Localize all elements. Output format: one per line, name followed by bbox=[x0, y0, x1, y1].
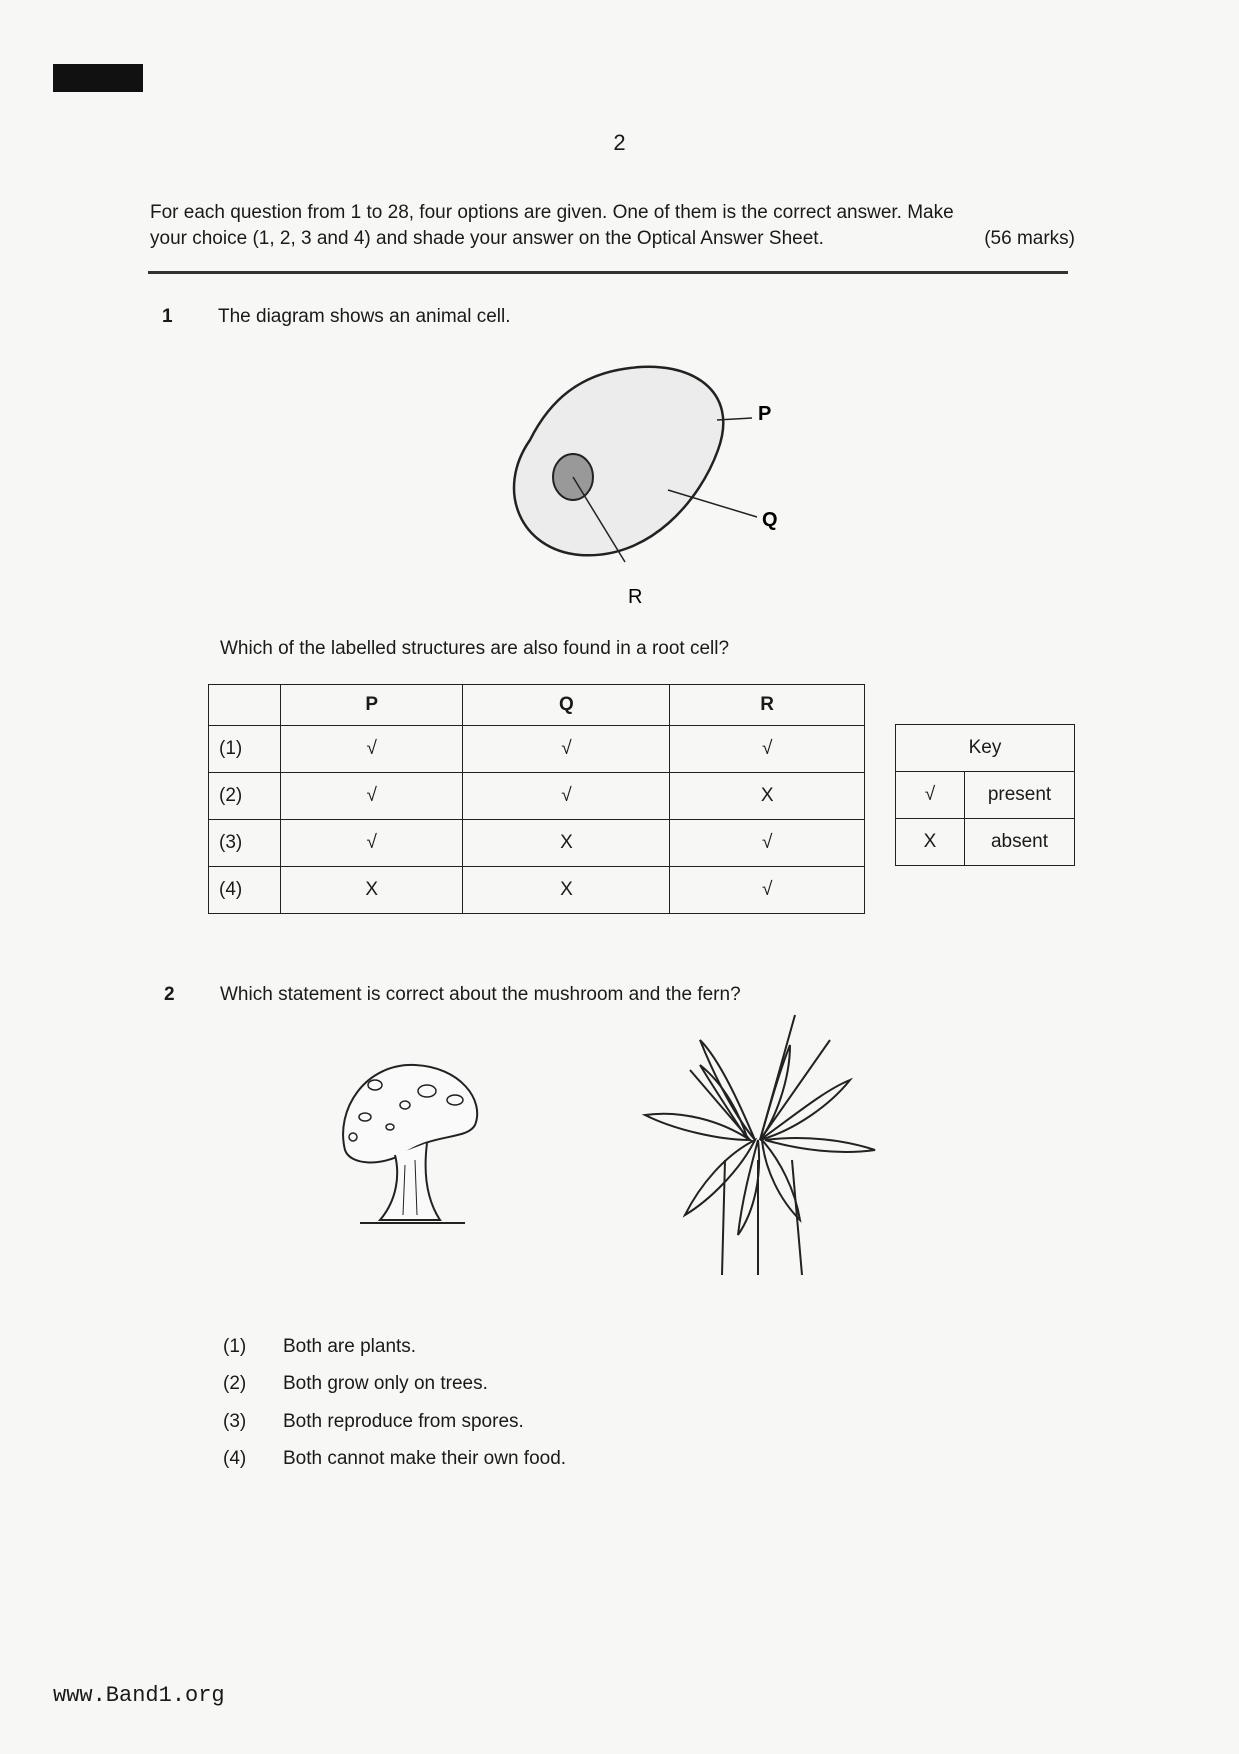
page-number: 2 bbox=[613, 130, 626, 155]
q1-number: 1 bbox=[162, 306, 173, 327]
option-text: Both cannot make their own food. bbox=[283, 1448, 567, 1469]
table-row bbox=[209, 820, 865, 867]
instructions-line1: For each question from 1 to 28, four options are given. One of them is the correct answer. Make bbox=[150, 202, 954, 223]
header-r: R bbox=[670, 685, 865, 726]
option-text: Both reproduce from spores. bbox=[283, 1411, 524, 1432]
key-row bbox=[896, 819, 1075, 866]
option-text: Both are plants. bbox=[283, 1336, 417, 1357]
table-row bbox=[209, 726, 865, 773]
key-title: Key bbox=[896, 725, 1075, 772]
cell-membrane bbox=[514, 367, 723, 556]
option-number: (4) bbox=[223, 1448, 247, 1469]
redaction-bar bbox=[53, 64, 143, 92]
answer-table bbox=[208, 684, 865, 914]
header-blank bbox=[209, 685, 281, 726]
key-symbol: √ bbox=[896, 772, 965, 819]
key-meaning: absent bbox=[965, 819, 1075, 866]
cell-q: √ bbox=[463, 726, 670, 773]
q2-option bbox=[223, 1373, 488, 1395]
row-label: (3) bbox=[209, 820, 281, 867]
q1-text: The diagram shows an animal cell. bbox=[218, 306, 511, 327]
fern-drawing bbox=[630, 1010, 890, 1280]
cell-p: X bbox=[281, 867, 463, 914]
cell-p: √ bbox=[281, 773, 463, 820]
cell-q: √ bbox=[463, 773, 670, 820]
q1-question: Which of the labelled structures are also found in a root cell? bbox=[220, 638, 730, 659]
cell-r: √ bbox=[670, 726, 865, 773]
label-r: R bbox=[628, 586, 643, 608]
cell-q: X bbox=[463, 867, 670, 914]
label-p: P bbox=[758, 403, 772, 425]
instructions bbox=[150, 200, 1075, 252]
cell-r: X bbox=[670, 773, 865, 820]
row-label: (2) bbox=[209, 773, 281, 820]
q2-option bbox=[223, 1411, 524, 1433]
option-number: (2) bbox=[223, 1373, 247, 1394]
table-row bbox=[209, 867, 865, 914]
header-q: Q bbox=[463, 685, 670, 726]
instructions-line2: your choice (1, 2, 3 and 4) and shade your answer on the Optical Answer Sheet. bbox=[150, 228, 824, 249]
q2-number: 2 bbox=[164, 984, 175, 1005]
table-row bbox=[209, 773, 865, 820]
q2-option bbox=[223, 1336, 416, 1358]
table-header-row bbox=[209, 685, 865, 726]
divider bbox=[148, 271, 1068, 274]
mushroom-drawing bbox=[335, 1055, 495, 1230]
key-meaning: present bbox=[965, 772, 1075, 819]
key-symbol: X bbox=[896, 819, 965, 866]
cell-r: √ bbox=[670, 867, 865, 914]
animal-cell-diagram bbox=[500, 360, 820, 610]
option-text: Both grow only on trees. bbox=[283, 1373, 488, 1394]
cell-p: √ bbox=[281, 820, 463, 867]
option-number: (3) bbox=[223, 1411, 247, 1432]
key-row bbox=[896, 772, 1075, 819]
row-label: (1) bbox=[209, 726, 281, 773]
footer-url: www.Band1.org bbox=[53, 1683, 225, 1708]
key-table bbox=[895, 724, 1075, 866]
q2-option bbox=[223, 1448, 566, 1470]
header-p: P bbox=[281, 685, 463, 726]
cell-r: √ bbox=[670, 820, 865, 867]
marks: (56 marks) bbox=[984, 228, 1075, 249]
label-q: Q bbox=[762, 509, 778, 531]
q2-text: Which statement is correct about the mushroom and the fern? bbox=[220, 984, 741, 1005]
cell-p: √ bbox=[281, 726, 463, 773]
row-label: (4) bbox=[209, 867, 281, 914]
cell-q: X bbox=[463, 820, 670, 867]
option-number: (1) bbox=[223, 1336, 247, 1357]
